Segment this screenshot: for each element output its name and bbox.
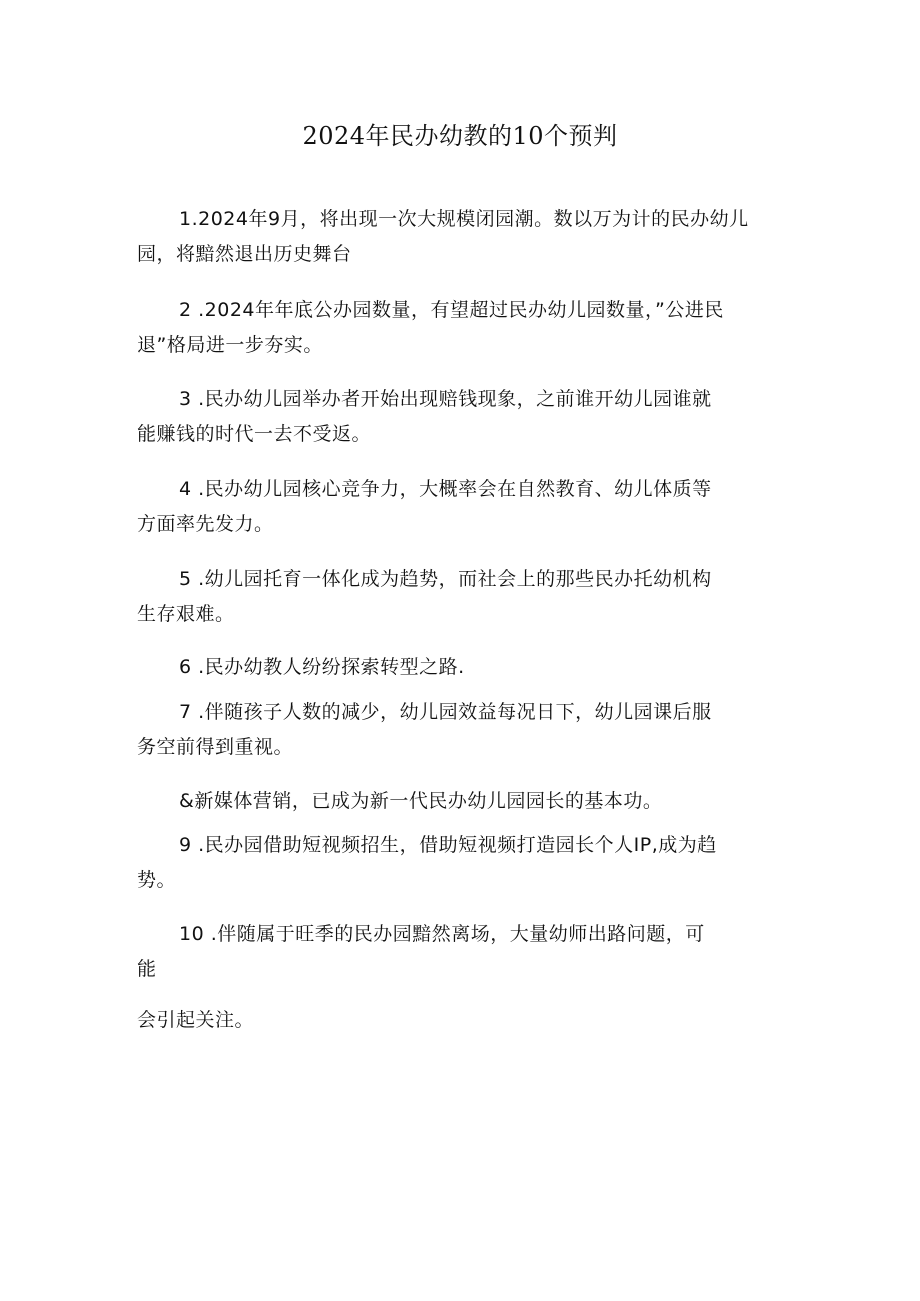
item-line: 方面率先发力。 — [137, 513, 274, 535]
item-line: 势。 — [137, 869, 177, 891]
item-line: 能赚钱的时代一去不受返。 — [137, 423, 372, 445]
item-line: 4 .民办幼儿园核心竞争力，大概率会在自然教育、幼儿体质等 — [179, 478, 712, 500]
prediction-item-2 — [137, 293, 787, 363]
item-line: 会引起关注。 — [137, 1009, 255, 1031]
prediction-item-4 — [137, 472, 787, 542]
item-line: 9 .民办园借助短视频招生，借助短视频打造园长个人IP,成为趋 — [179, 834, 717, 856]
item-line: 生存艰难。 — [137, 603, 235, 625]
prediction-item-10 — [137, 917, 787, 1038]
item-line: 2 .2024年年底公办园数量，有望超过民办幼儿园数量，”公进民 — [179, 299, 724, 321]
item-line: 园，将黯然退出历史舞台 — [137, 243, 352, 265]
item-line: 务空前得到重视。 — [137, 736, 294, 758]
prediction-item-6 — [137, 650, 787, 685]
item-line: 10 .伴随属于旺季的民办园黯然离场，大量幼师出路问题，可 — [179, 923, 705, 945]
item-line: 3 .民办幼儿园举办者开始出现赔钱现象，之前谁开幼儿园谁就 — [179, 388, 712, 410]
prediction-item-9 — [137, 828, 787, 898]
item-line: 能 — [137, 958, 157, 980]
item-line: 退”格局进一步夯实。 — [137, 334, 323, 356]
prediction-item-7 — [137, 695, 787, 765]
item-line: 7 .伴随孩子人数的减少，幼儿园效益每况日下，幼儿园课后服 — [179, 701, 712, 723]
prediction-item-1 — [137, 202, 787, 272]
prediction-item-3 — [137, 382, 787, 452]
prediction-item-8 — [137, 784, 787, 819]
item-line: 1.2024年9月，将出现一次大规模闭园潮。数以万为计的民办幼儿 — [179, 208, 749, 230]
item-line: 6 .民办幼教人纷纷探索转型之路. — [179, 656, 465, 678]
prediction-item-5 — [137, 562, 787, 632]
item-line: 5 .幼儿园托育一体化成为趋势，而社会上的那些民办托幼机构 — [179, 568, 712, 590]
item-line: &新媒体营销，已成为新一代民办幼儿园园长的基本功。 — [179, 790, 663, 812]
document-title: 2024年民办幼教的10个预判 — [302, 122, 618, 150]
